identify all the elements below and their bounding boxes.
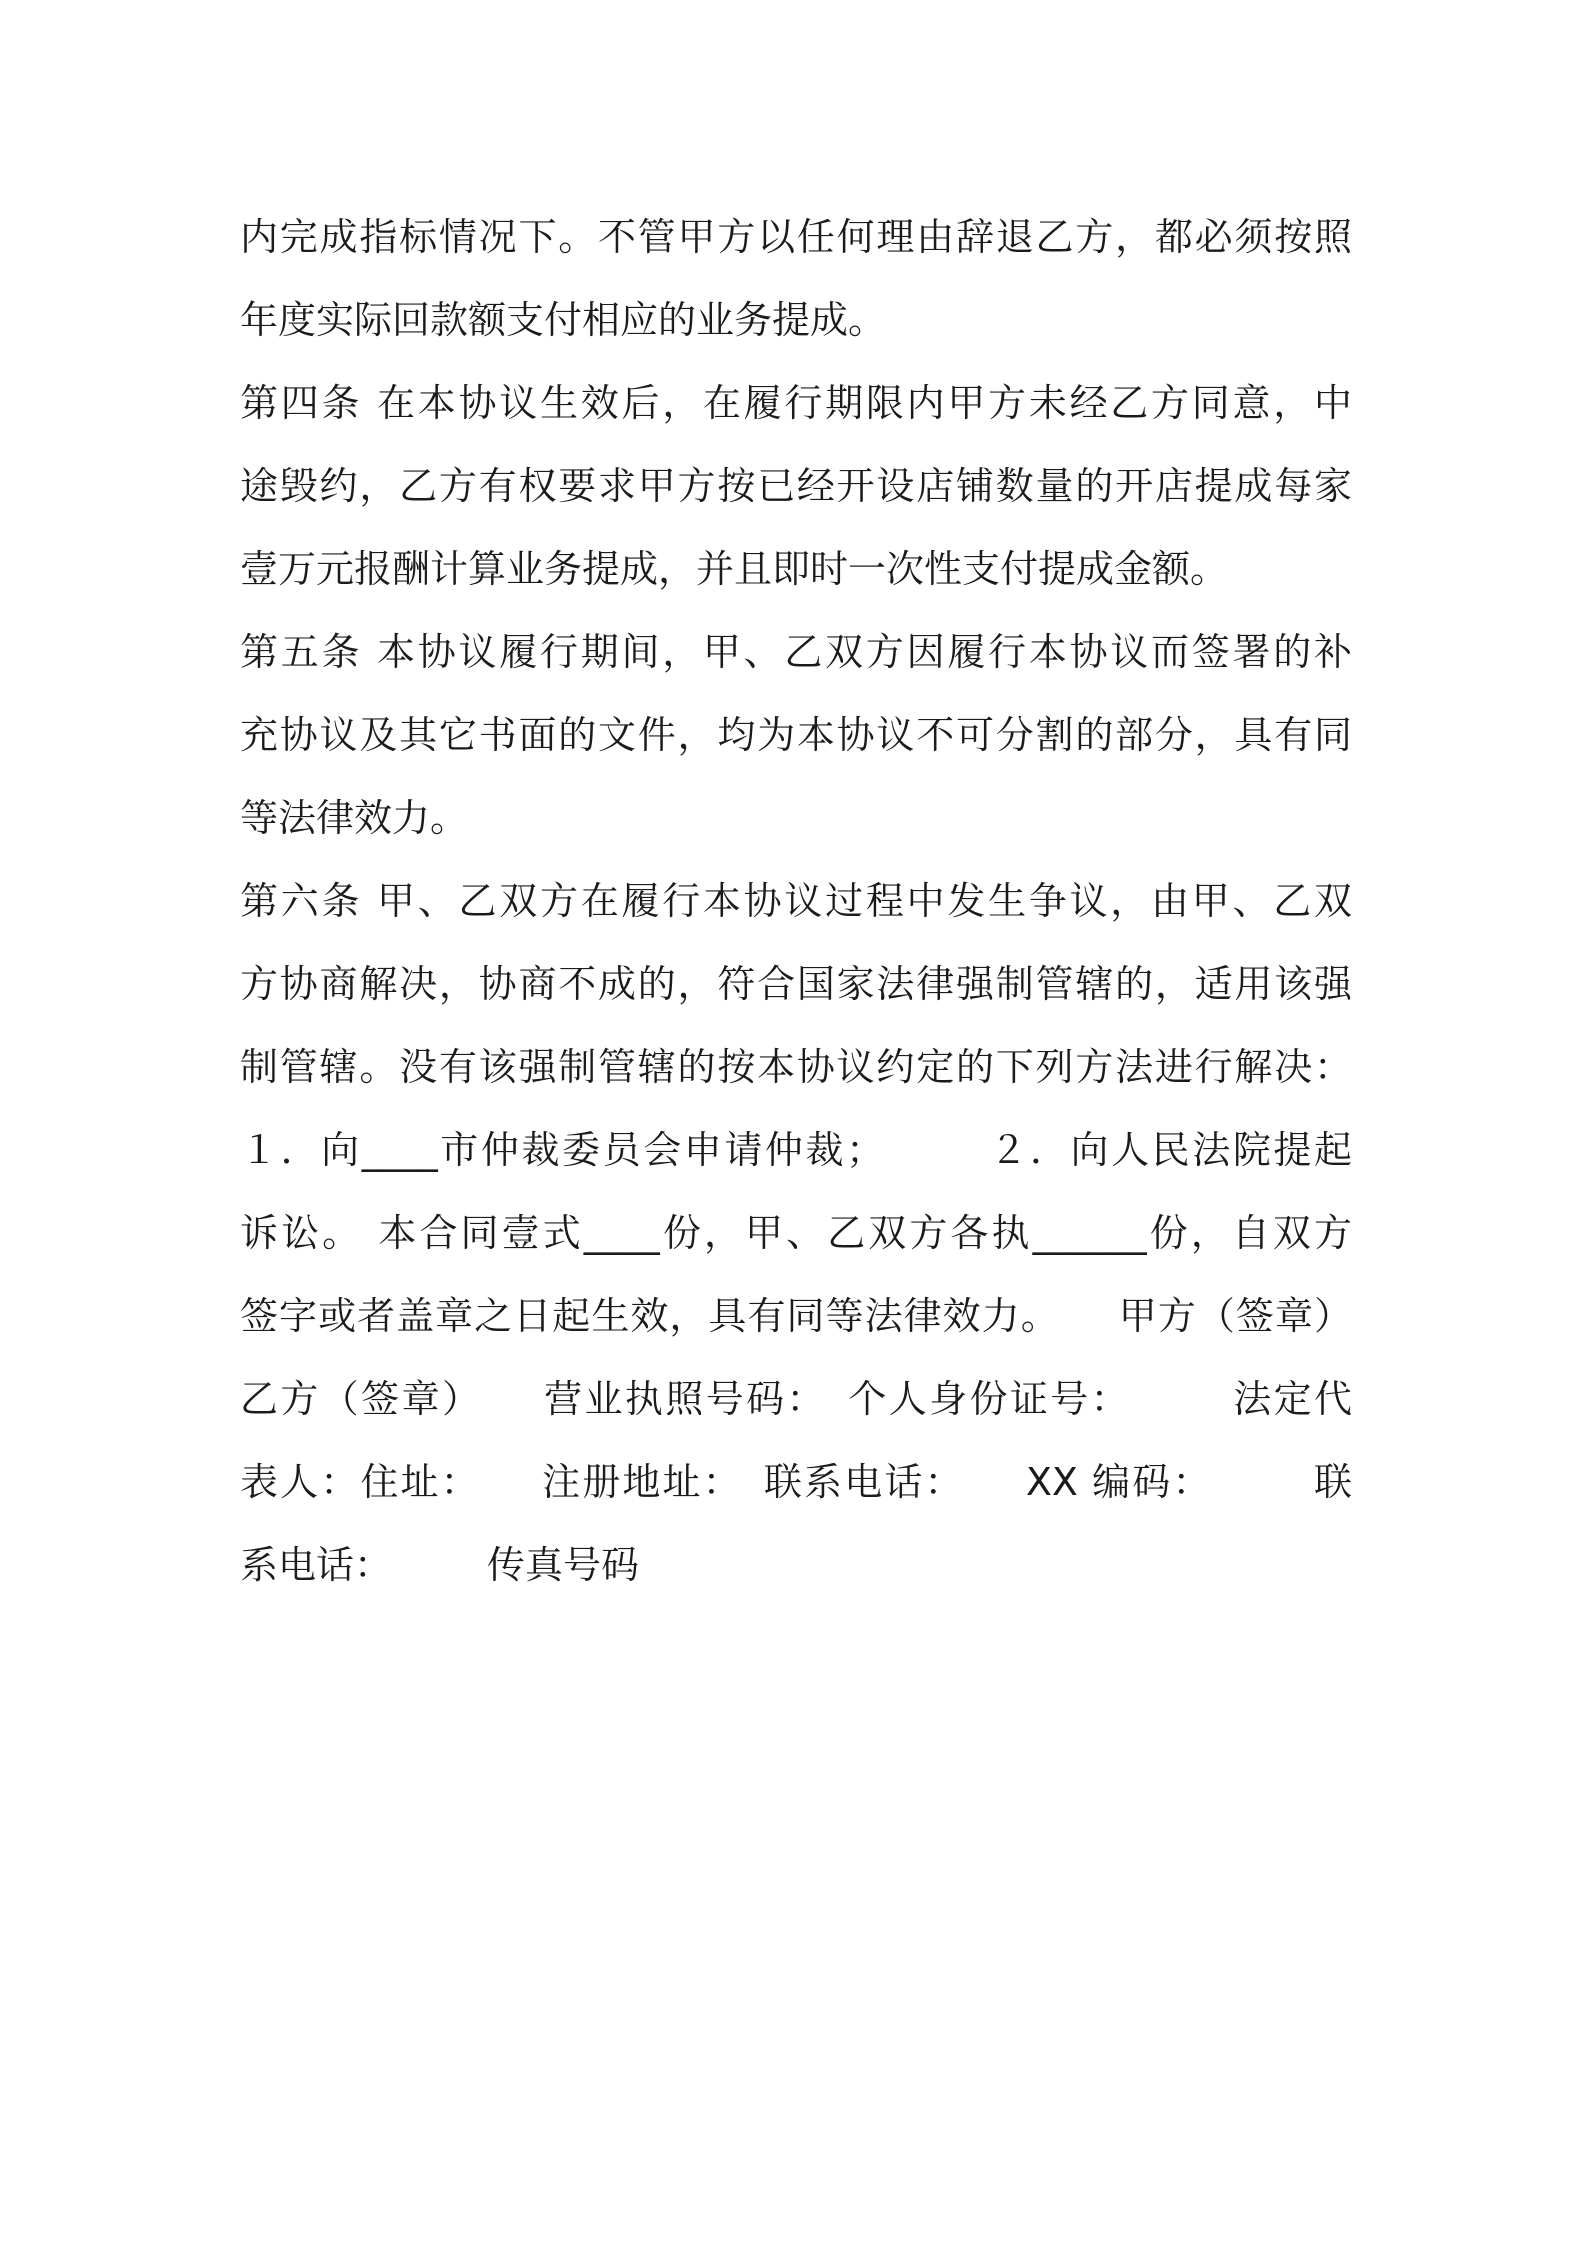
text-line: 途毁约，乙方有权要求甲方按已经开设店铺数量的开店提成每家 (240, 464, 1352, 508)
text-line: 方协商解决，协商不成的，符合国家法律强制管辖的，适用该强 (240, 962, 1352, 1006)
text-line: 年度实际回款额支付相应的业务提成。 (240, 298, 887, 342)
document-body (240, 196, 1352, 1607)
text-line: 第六条 甲、乙双方在履行本协议过程中发生争议，由甲、乙双 (240, 879, 1352, 923)
text-line: 制管辖。没有该强制管辖的按本协议约定的下列方法进行解决： (240, 1045, 1352, 1089)
text-line: 系电话： 传真号码 (240, 1543, 640, 1587)
text-line: 等法律效力。 (240, 796, 469, 840)
text-line: 充协议及其它书面的文件，均为本协议不可分割的部分，具有同 (240, 713, 1352, 757)
text-line: 乙方（签章） 营业执照号码： 个人身份证号： 法定代 (240, 1377, 1352, 1421)
text-line: 第五条 本协议履行期间，甲、乙双方因履行本协议而签署的补 (240, 630, 1352, 674)
text-line: 表人：住址： 注册地址： 联系电话： XX 编码： 联 (240, 1460, 1352, 1504)
text-line: 第四条 在本协议生效后，在履行期限内甲方未经乙方同意，中 (240, 381, 1352, 425)
text-line: 内完成指标情况下。不管甲方以任何理由辞退乙方，都必须按照 (240, 215, 1352, 259)
text-line: 壹万元报酬计算业务提成，并且即时一次性支付提成金额。 (240, 547, 1229, 591)
text-line: １．向____市仲裁委员会申请仲裁； ２．向人民法院提起 (240, 1128, 1352, 1172)
text-line: 诉讼。 本合同壹式____份，甲、乙双方各执______份，自双方 (240, 1211, 1352, 1255)
text-line: 签字或者盖章之日起生效，具有同等法律效力。 甲方（签章） (240, 1294, 1352, 1338)
